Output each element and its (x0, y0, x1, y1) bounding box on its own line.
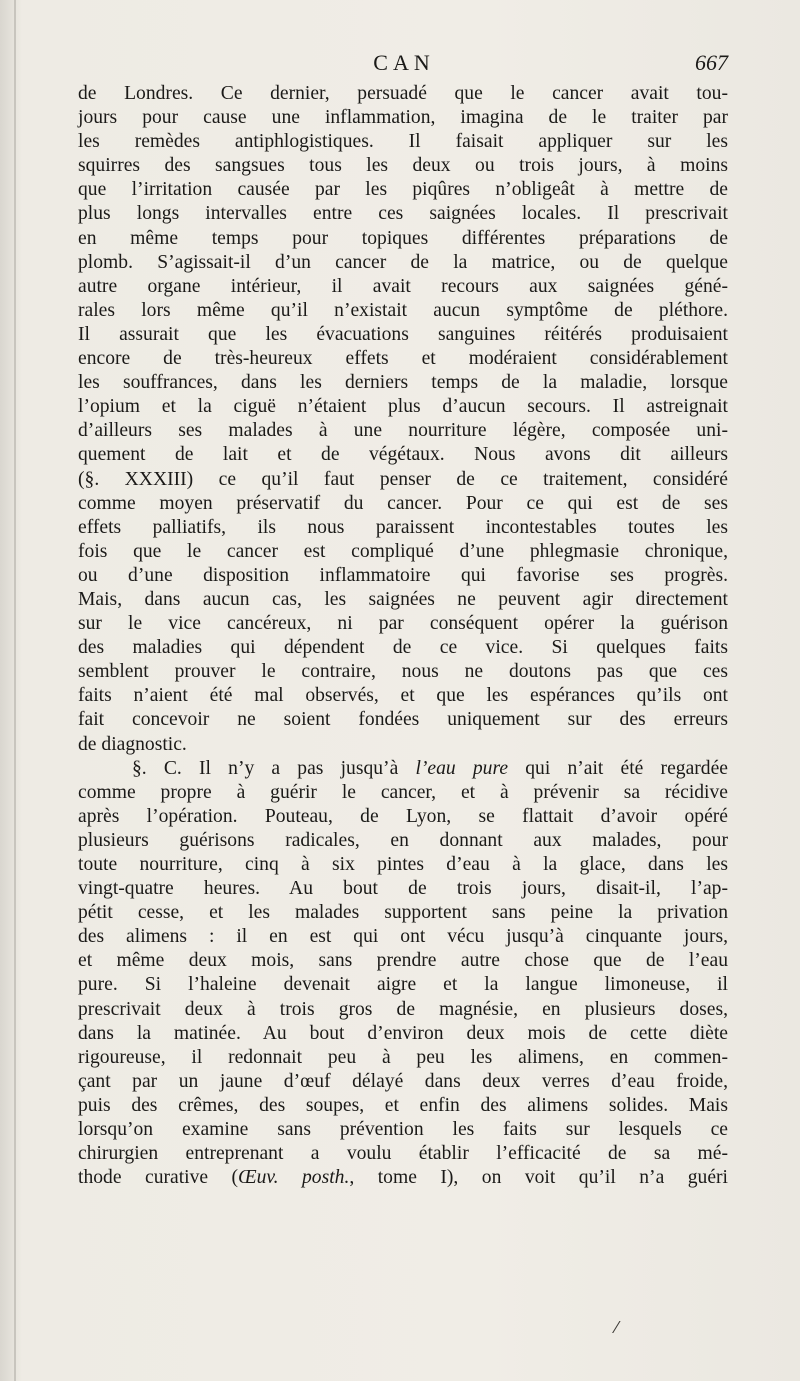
text-line (78, 1046, 728, 1070)
line-text: autre organe intérieur, il avait recours aux saignées géné- (78, 275, 728, 297)
text-line (78, 973, 728, 997)
text-line (78, 708, 728, 732)
line-text: ou d’une disposition inflammatoire qui favorise ses progrès. (78, 564, 728, 586)
text-line (78, 130, 728, 154)
binding-gutter (14, 0, 16, 1381)
text-line (78, 347, 728, 371)
text-line (78, 275, 728, 299)
line-text: plomb. S’agissait-il d’un cancer de la matrice, ou de quelque (78, 251, 728, 273)
text-line (78, 251, 728, 275)
line-text: que l’irritation causée par les piqûres n’obligeât à mettre de (78, 179, 728, 201)
line-text: de diagnostic. (78, 733, 187, 755)
text-line (78, 82, 728, 106)
text-line (78, 877, 728, 901)
line-text: plusieurs guérisons radicales, en donnant aux malades, pour (78, 829, 728, 851)
line-text: comme propre à guérir le cancer, et à prévenir sa récidive (78, 781, 728, 803)
italic-text: Œuv. posth. (238, 1167, 350, 1189)
text-line (78, 154, 728, 178)
line-text: (§. XXXIII) ce qu’il faut penser de ce traitement, considéré (78, 468, 728, 490)
line-text: quement de lait et de végétaux. Nous avons dit ailleurs (78, 444, 728, 466)
line-text: , tome I), on voit qu’il n’a guéri (349, 1167, 729, 1189)
text-line (78, 1070, 728, 1094)
text-line (78, 395, 728, 419)
text-line (78, 468, 728, 492)
text-line (78, 227, 728, 251)
line-text: §. C. Il n’y a pas jusqu’à (132, 757, 416, 779)
line-text: effets palliatifs, ils nous paraissent incontestables toutes les (78, 516, 728, 538)
text-line (78, 202, 728, 226)
text-line (78, 419, 728, 443)
text-line (78, 636, 728, 660)
line-text: prescrivait deux à trois gros de magnésie, en plusieurs doses, (78, 998, 728, 1020)
line-text: rales lors même qu’il n’existait aucun symptôme de pléthore. (78, 299, 728, 321)
text-line (78, 805, 728, 829)
line-text: de Londres. Ce dernier, persuadé que le cancer avait tou- (78, 83, 728, 104)
line-text: faits n’aient été mal observés, et que les espérances qu’ils ont (78, 685, 728, 707)
text-line (78, 757, 728, 781)
line-text: semblent prouver le contraire, nous ne doutons pas que ces (78, 661, 728, 683)
text-line (78, 106, 728, 130)
line-text: fois que le cancer est compliqué d’une phlegmasie chronique, (78, 540, 728, 562)
text-line (78, 949, 728, 973)
text-line (78, 684, 728, 708)
italic-text: l’eau pure (415, 757, 509, 779)
text-line (78, 612, 728, 636)
text-line (78, 443, 728, 467)
line-text: qui n’ait été regardée (508, 757, 728, 779)
line-text: l’opium et la ciguë n’étaient plus d’aucun secours. Il astreignait (78, 396, 728, 418)
text-line (78, 660, 728, 684)
text-line (78, 853, 728, 877)
line-text: chirurgien entreprenant a voulu établir l’efficacité de sa mé- (78, 1143, 728, 1165)
body-text (78, 82, 728, 1190)
text-line (78, 540, 728, 564)
text-line (78, 1118, 728, 1142)
line-text: en même temps pour topiques différentes préparations de (78, 227, 728, 249)
text-line (78, 299, 728, 323)
text-line (78, 1166, 728, 1190)
line-text: puis des crêmes, des soupes, et enfin des alimens solides. Mais (78, 1094, 728, 1116)
line-text: squirres des sangsues tous les deux ou trois jours, à moins (78, 155, 728, 177)
text-line (78, 323, 728, 347)
line-text: des maladies qui dépendent de ce vice. Si quelques faits (78, 637, 728, 659)
text-line (78, 1142, 728, 1166)
text-line (78, 492, 728, 516)
text-line (78, 925, 728, 949)
line-text: après l’opération. Pouteau, de Lyon, se flattait d’avoir opéré (78, 805, 728, 827)
line-text: comme moyen préservatif du cancer. Pour ce qui est de ses (78, 492, 728, 514)
text-line (78, 588, 728, 612)
line-text: thode curative ( (78, 1167, 239, 1189)
text-line (78, 516, 728, 540)
line-text: et même deux mois, sans prendre autre chose que de l’eau (78, 950, 728, 972)
page-header (80, 50, 728, 80)
text-line (78, 998, 728, 1022)
line-text: Il assurait que les évacuations sanguines réitérés produisaient (78, 323, 728, 345)
text-line (78, 371, 728, 395)
line-text: Mais, dans aucun cas, les saignées ne peuvent agir directement (78, 588, 728, 610)
line-text: les souffrances, dans les derniers temps de la maladie, lorsque (78, 372, 728, 394)
line-text: encore de très-heureux effets et modéraient considérablement (78, 348, 728, 370)
line-text: les remèdes antiphlogistiques. Il faisait appliquer sur les (78, 131, 728, 153)
line-text: dans la matinée. Au bout d’environ deux mois de cette diète (78, 1022, 728, 1044)
text-line (78, 1022, 728, 1046)
line-text: des alimens : il en est qui ont vécu jusqu’à cinquante jours, (78, 926, 728, 948)
line-text: d’ailleurs ses malades à une nourriture légère, composée uni- (78, 420, 728, 442)
line-text: jours pour cause une inflammation, imagina de le traiter par (78, 107, 728, 129)
text-line (78, 829, 728, 853)
text-line (78, 1094, 728, 1118)
line-text: toute nourriture, cinq à six pintes d’eau à la glace, dans les (78, 854, 728, 875)
line-text: rigoureuse, il redonnait peu à peu les alimens, en commen- (78, 1046, 728, 1068)
line-text: sur le vice cancéreux, ni par conséquent opérer la guérison (78, 613, 728, 635)
line-text: fait concevoir ne soient fondées uniquement sur des erreurs (78, 709, 728, 731)
line-text: lorsqu’on examine sans prévention les faits sur lesquels ce (78, 1119, 728, 1141)
line-text: vingt-quatre heures. Au bout de trois jours, disait-il, l’ap- (78, 878, 728, 900)
text-line (78, 178, 728, 202)
line-text: pétit cesse, et les malades supportent sans peine la privation (78, 902, 728, 924)
text-line (78, 781, 728, 805)
text-line (78, 564, 728, 588)
line-text: pure. Si l’haleine devenait aigre et la langue limoneuse, il (78, 974, 728, 996)
running-head: CAN (373, 50, 435, 75)
line-text: plus longs intervalles entre ces saignées locales. Il prescrivait (78, 203, 728, 225)
page-number: 667 (695, 50, 728, 75)
line-text: çant par un jaune d’œuf délayé dans deux verres d’eau froide, (78, 1070, 728, 1092)
text-line (78, 733, 728, 757)
stray-mark: ⁄ (615, 1318, 618, 1337)
text-line (78, 901, 728, 925)
